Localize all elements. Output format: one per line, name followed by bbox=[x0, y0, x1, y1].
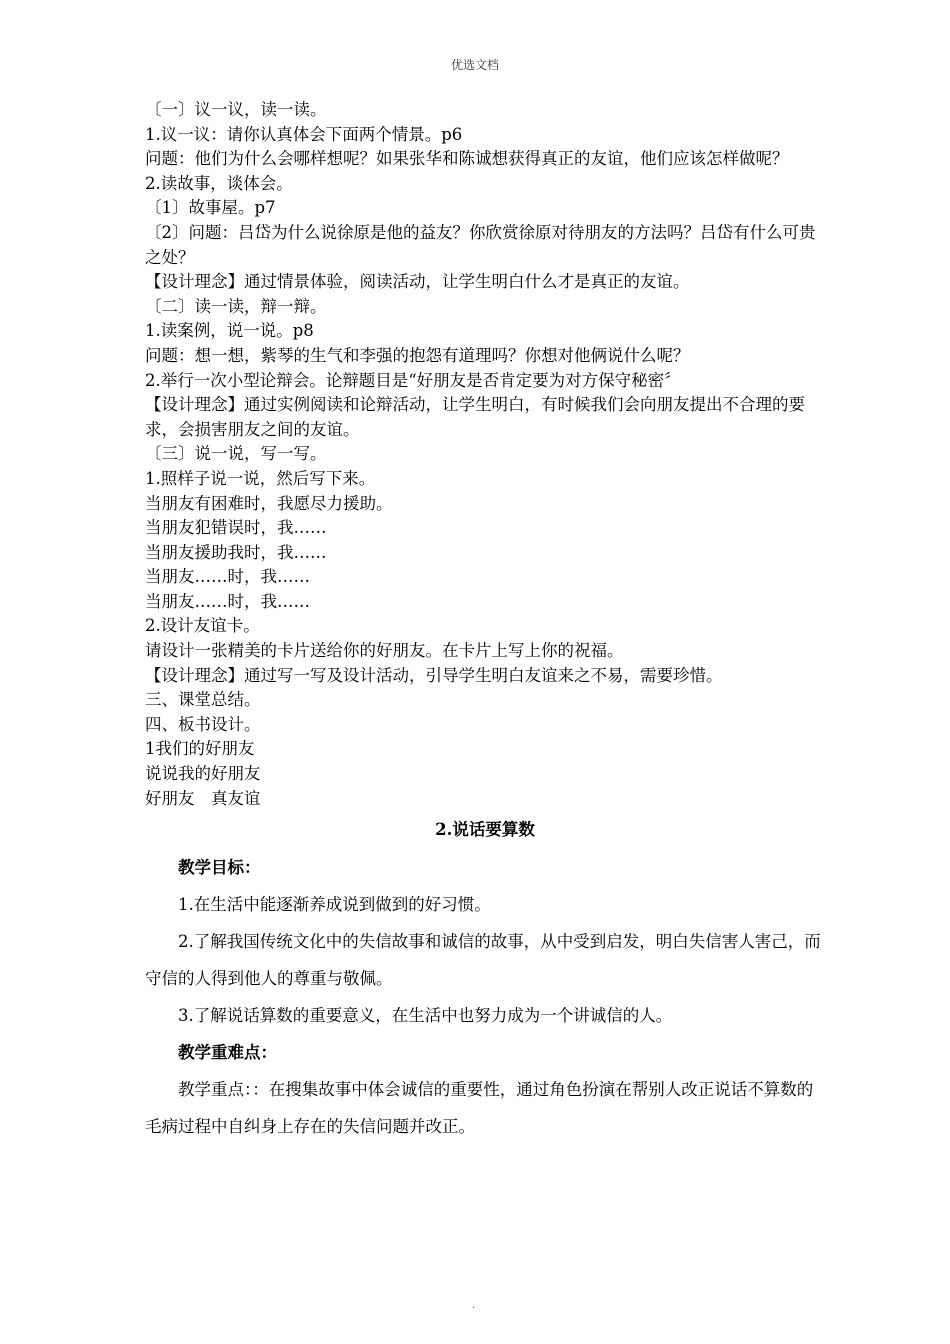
design-concept: 【设计理念】通过实例阅读和论辩活动，让学生明白，有时候我们会向朋友提出不合理的要求，会损害朋友之间的友谊。 bbox=[145, 395, 805, 439]
text-line: 问题：他们为什么会哪样想呢？如果张华和陈诚想获得真正的友谊，他们应该怎样做呢？ bbox=[145, 149, 789, 169]
goal-item: 1.在生活中能逐渐养成说到做到的好习惯。 bbox=[178, 895, 491, 915]
text-line: 〔1〕故事屋。p7 bbox=[145, 198, 276, 218]
text-line: 当朋友犯错误时，我…… bbox=[145, 518, 327, 538]
key-points-text: 教学重点：：在搜集故事中体会诚信的重要性，通过角色扮演在帮别人改正说话不算数的毛病过程中自纠身上存在的失信问题并改正。 bbox=[145, 1080, 814, 1137]
text-line: 1.读案例，说一说。p8 bbox=[145, 321, 314, 341]
text-line: 当朋友援助我时，我…… bbox=[145, 542, 327, 562]
text-line: 三、课堂总结。 bbox=[145, 690, 261, 710]
page-header: 优选文档 bbox=[450, 58, 499, 72]
text-line: 问题：想一想，紫琴的生气和李强的抱怨有道理吗？你想对他俩说什么呢？ bbox=[145, 345, 690, 365]
design-concept: 【设计理念】通过情景体验，阅读活动，让学生明白什么才是真正的友谊。 bbox=[145, 272, 690, 292]
text-line: 好朋友 真友谊 bbox=[145, 788, 261, 808]
text-line: 2.举行一次小型论辩会。论辩题目是“好朋友是否肯定要为对方保守秘密〞 bbox=[145, 370, 681, 390]
document-body bbox=[145, 98, 825, 1145]
text-line: 2.读故事，谈体会。 bbox=[145, 173, 293, 193]
text-line: 当朋友……时，我…… bbox=[145, 567, 310, 587]
text-line: 说说我的好朋友 bbox=[145, 764, 261, 784]
text-line: 1我们的好朋友 bbox=[145, 739, 255, 759]
key-points-heading: 教学重难点： bbox=[178, 1043, 277, 1063]
page-footer: . bbox=[472, 1300, 476, 1311]
goals-heading: 教学目标： bbox=[178, 858, 261, 878]
text-line: 2.设计友谊卡。 bbox=[145, 616, 260, 636]
text-line: 〔2〕问题：吕岱为什么说徐原是他的益友？你欣赏徐原对待朋友的方法吗？吕岱有什么可贵之处？ bbox=[145, 222, 816, 267]
text-line: 当朋友有困难时，我愿尽力援助。 bbox=[145, 493, 393, 513]
text-line: 1.议一议：请你认真体会下面两个情景。p6 bbox=[145, 124, 463, 144]
text-line: 四、板书设计。 bbox=[145, 714, 261, 734]
text-line: 〔三〕说一说，写一写。 bbox=[145, 444, 327, 464]
text-line: 请设计一张精美的卡片送给你的好朋友。在卡片上写上你的祝福。 bbox=[145, 641, 624, 661]
goal-item: 3.了解说话算数的重要意义，在生活中也努力成为一个讲诚信的人。 bbox=[178, 1006, 673, 1026]
text-line: 当朋友……时，我…… bbox=[145, 591, 310, 611]
text-line: 1.照样子说一说，然后写下来。 bbox=[145, 468, 376, 488]
text-line: 〔二〕读一读，辩一辩。 bbox=[145, 296, 327, 316]
goal-item: 2.了解我国传统文化中的失信故事和诚信的故事，从中受到启发，明白失信害人害己，而守信的人得到他人的尊重与敬佩。 bbox=[145, 932, 821, 989]
text-line: 〔一〕议一议，读一读。 bbox=[145, 100, 327, 119]
section-title: 2.说话要算数 bbox=[435, 820, 535, 840]
design-concept: 【设计理念】通过写一写及设计活动，引导学生明白友谊来之不易，需要珍惜。 bbox=[145, 665, 723, 685]
